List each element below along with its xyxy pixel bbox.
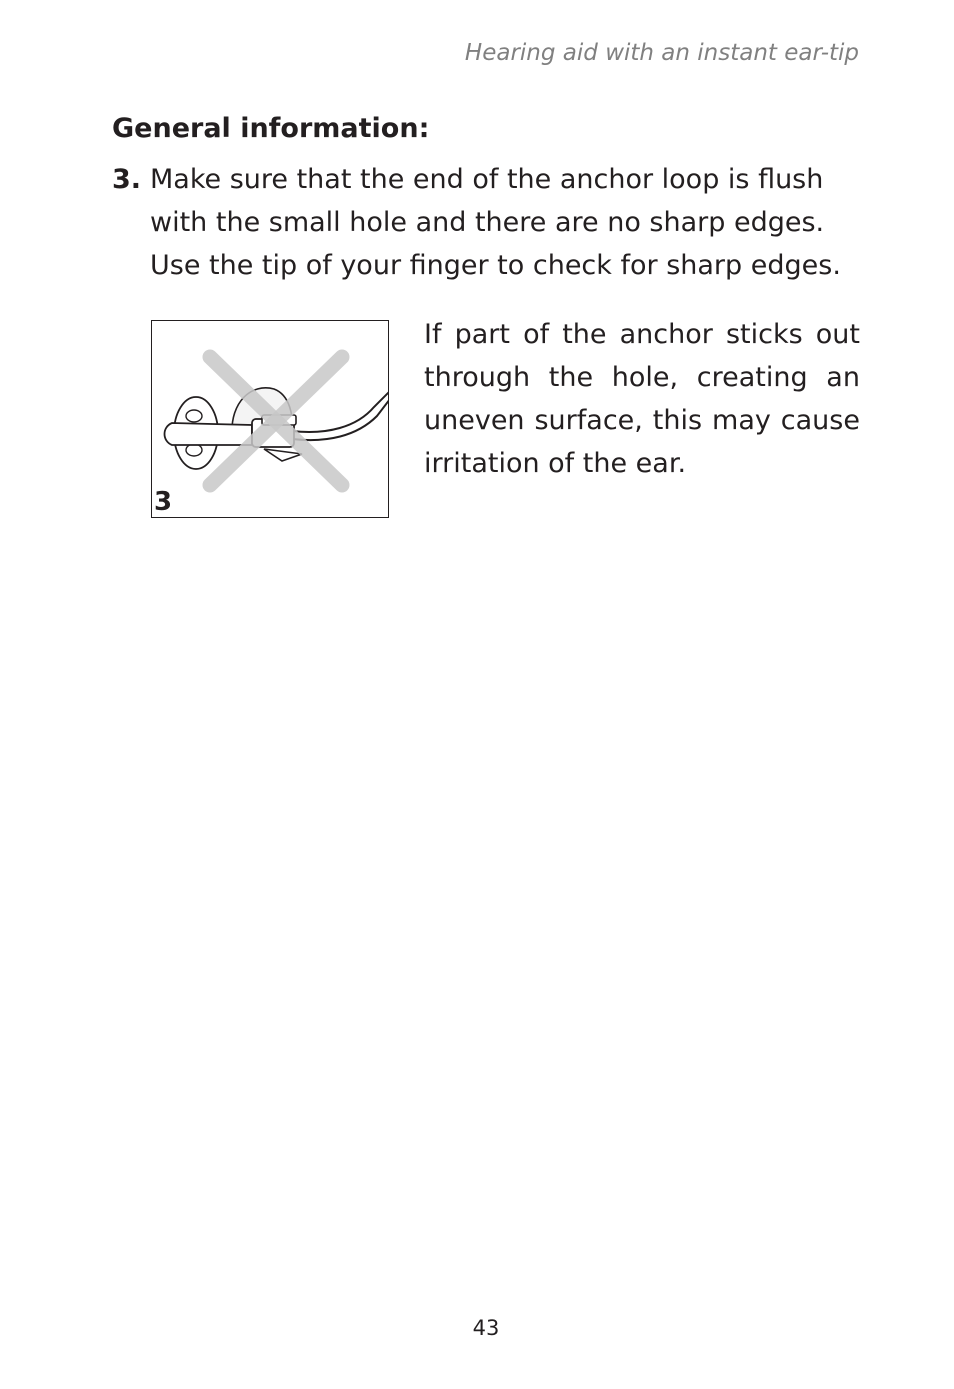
receiver-body bbox=[165, 423, 253, 445]
section-title: General information: bbox=[112, 113, 430, 144]
note-line bbox=[424, 313, 860, 356]
page-number: 43 bbox=[472, 1316, 500, 1340]
note-word: irritation of the ear. bbox=[424, 448, 687, 479]
note-word: the bbox=[562, 319, 607, 350]
running-header: Hearing aid with an instant ear-tip bbox=[464, 40, 859, 66]
note-word: of bbox=[523, 319, 550, 350]
note-word: cause bbox=[780, 405, 860, 436]
step-line: Use the tip of your finger to check for sharp edges. bbox=[150, 250, 841, 281]
note-word: sticks bbox=[725, 319, 803, 350]
note-line bbox=[424, 442, 860, 485]
note-word: If bbox=[424, 319, 442, 350]
note-paragraph bbox=[424, 313, 860, 485]
step-text bbox=[150, 158, 852, 287]
note-word: part bbox=[454, 319, 510, 350]
note-word: an bbox=[826, 362, 860, 393]
note-word: uneven bbox=[424, 405, 525, 436]
note-word: surface, bbox=[534, 405, 643, 436]
note-word: this bbox=[652, 405, 703, 436]
note-word: through bbox=[424, 362, 531, 393]
step-line: with the small hole and there are no sharp edges. bbox=[150, 207, 825, 238]
note-word: hole, bbox=[611, 362, 679, 393]
note-word: out bbox=[815, 319, 860, 350]
note-word: anchor bbox=[619, 319, 713, 350]
note-word: creating bbox=[696, 362, 808, 393]
note-line bbox=[424, 356, 860, 399]
note-word: may bbox=[712, 405, 771, 436]
note-line bbox=[424, 399, 860, 442]
step-number: 3. bbox=[112, 164, 142, 195]
step-line: Make sure that the end of the anchor loop is flush bbox=[150, 164, 824, 195]
note-word: the bbox=[548, 362, 594, 393]
figure-number: 3 bbox=[154, 487, 173, 517]
figure-3 bbox=[151, 320, 389, 518]
ear-tip-illustration bbox=[152, 321, 389, 518]
step-3 bbox=[112, 158, 852, 287]
